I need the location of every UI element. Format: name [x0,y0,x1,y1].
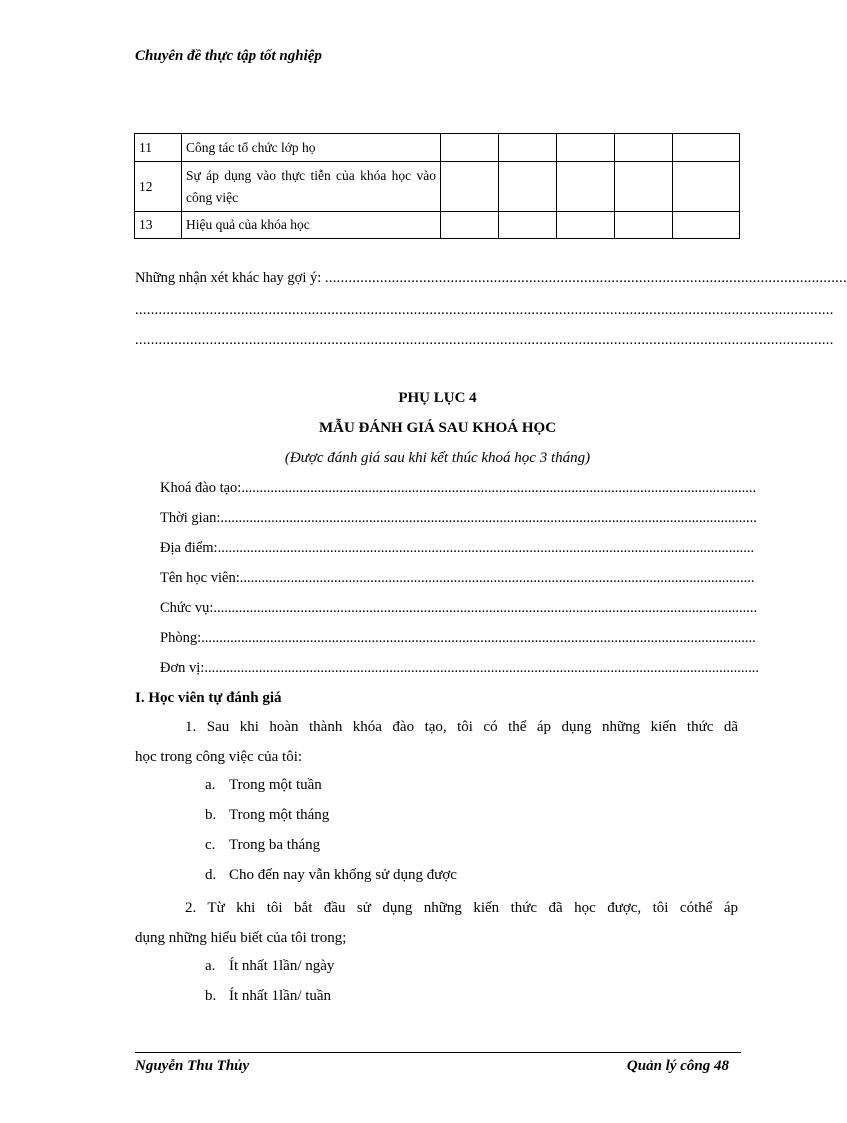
comments-line: Những nhận xét khác hay gợi ý: ..................................................................................................................................... [135,270,847,286]
option-text: Trong một tuần [229,777,322,793]
question-1 [135,712,738,772]
option-text: Ít nhất 1lần/ ngày [229,958,335,974]
option-item [205,988,331,1005]
footer-page: Quản lý công 48 [626,1058,729,1074]
question-2 [135,893,738,953]
field-label: Tên học viên: [160,570,240,586]
footer-divider [135,1052,741,1053]
rating-cell [673,162,740,212]
info-field: Tên học viên:.............................................................................................................................................. [160,570,755,586]
rating-cell [441,162,499,212]
field-label: Đơn vị: [160,660,205,676]
question-2-line2: dụng những hiểu biết của tôi trong; [135,930,347,946]
info-field: Đơn vị:......................................................................................................................................................... [160,660,759,676]
evaluation-table [134,133,740,239]
option-letter: d. [205,867,217,883]
rating-cell [499,162,557,212]
rating-cell [441,134,499,162]
field-label: Địa điểm: [160,540,218,556]
row-number: 12 [135,162,182,212]
comments-blank-line: .................................................................................................................................................................................. [135,332,834,348]
option-item [205,958,334,975]
option-letter: c. [205,837,216,853]
option-text: Cho đến nay vẫn khống sử dụng được [229,867,457,883]
option-text: Ít nhất 1lần/ tuần [229,988,332,1004]
question-1-line1: 1. Sau khi hoàn thành khóa đào tạo, tôi có thể áp dụng những kiến thức dã [185,719,738,735]
footer-author: Nguyễn Thu Thủy [135,1058,250,1074]
rating-cell [557,212,615,239]
rating-cell [673,134,740,162]
option-item [205,807,329,824]
option-item [205,777,322,794]
comments-blank-line: .................................................................................................................................................................................. [135,302,834,318]
comments-label: Những nhận xét khác hay gợi ý: [135,270,322,286]
option-letter: b. [205,807,217,823]
form-note: (Được đánh giá sau khi kết thúc khoá học 3 tháng) [284,450,591,466]
question-1-line2: học trong công việc của tôi: [135,749,303,765]
field-label: Chức vụ: [160,600,214,616]
row-label: Công tác tổ chức lớp họ [182,134,441,162]
rating-cell [615,134,673,162]
section-title: I. Học viên tự đánh giá [135,690,282,706]
info-field: Thời gian:.................................................................................................................................................... [160,510,757,526]
form-title: MẪU ĐÁNH GIÁ SAU KHOÁ HỌC [318,420,557,436]
question-2-line1: 2. Từ khi tôi bắt đầu sử dụng những kiến thức đã học được, tôi cóthể áp [185,900,738,916]
info-field: Chức vụ:...................................................................................................................................................... [160,600,758,616]
rating-cell [615,162,673,212]
field-label: Khoá đào tạo: [160,480,242,496]
option-item [205,837,320,854]
rating-cell [499,134,557,162]
field-label: Thời gian: [160,510,221,526]
rating-cell [499,212,557,239]
rating-cell [673,212,740,239]
rating-cell [557,134,615,162]
option-text: Trong ba tháng [229,837,321,853]
option-letter: a. [205,958,216,974]
rating-cell [557,162,615,212]
row-number: 13 [135,212,182,239]
table-row [135,162,740,212]
info-field: Địa điểm:.................................................................................................................................................... [160,540,755,556]
rating-cell [615,212,673,239]
option-letter: a. [205,777,216,793]
running-header: Chuyên đề thực tập tốt nghiệp [135,48,322,64]
rating-cell [441,212,499,239]
row-label: Hiệu quả của khóa học [182,212,441,239]
appendix-title: PHỤ LỤC 4 [398,390,477,406]
row-label: Sự áp dụng vào thực tiễn của khóa học vào công việc [182,162,441,212]
table-row [135,134,740,162]
table-row [135,212,740,239]
field-label: Phòng: [160,630,202,646]
info-field: Phòng:......................................................................................................................................................... [160,630,756,646]
option-text: Trong một tháng [229,807,330,823]
info-field: Khoá đào tạo:.............................................................................................................................................. [160,480,757,496]
option-letter: b. [205,988,217,1004]
option-item [205,867,457,884]
row-number: 11 [135,134,182,162]
